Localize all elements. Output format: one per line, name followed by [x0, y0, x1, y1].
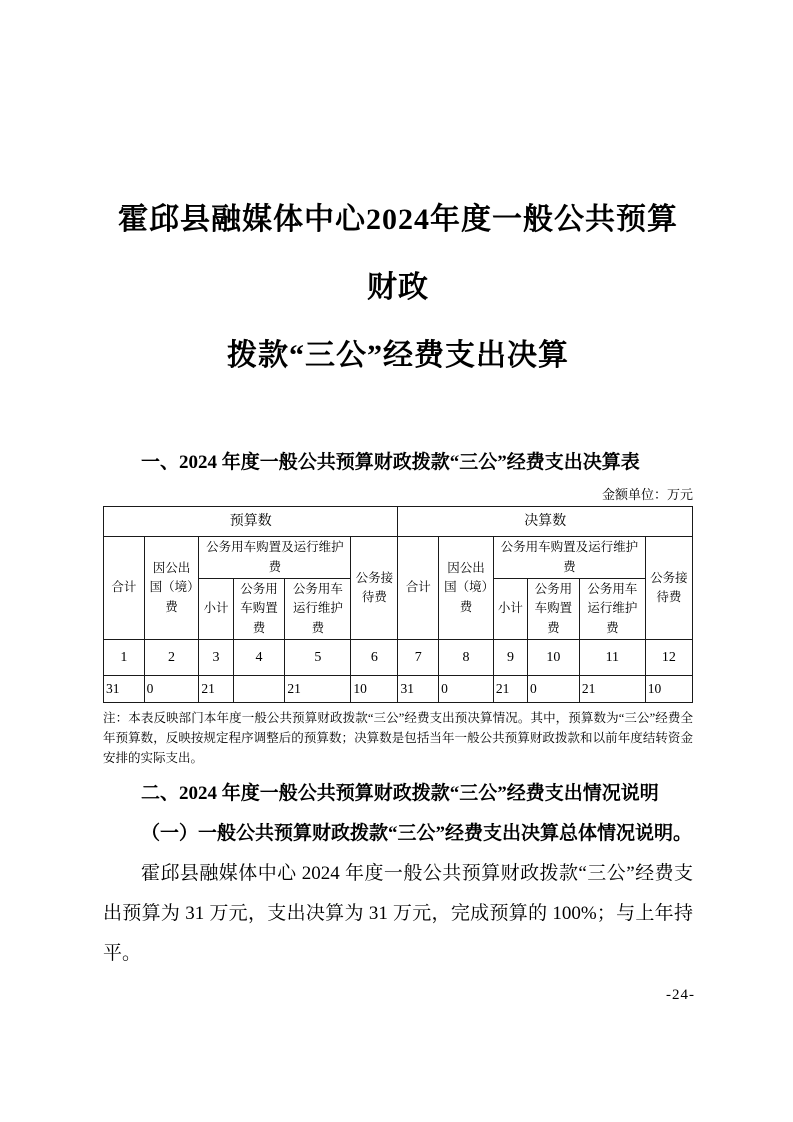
final-reception-header: 公务接待费 [645, 537, 692, 640]
amount-unit-label: 金额单位：万元 [601, 487, 693, 502]
column-number: 2 [144, 640, 199, 676]
budget-vehicle-group-header: 公务用车购置及运行维护费 [199, 537, 351, 579]
final-vehicle-subtotal-header: 小计 [493, 579, 527, 640]
section1-heading: 一、2024 年度一般公共预算财政拨款“三公”经费支出决算表 [141, 452, 640, 473]
final-total-header: 合计 [398, 537, 439, 640]
budget-reception-header: 公务接待费 [351, 537, 398, 640]
final-abroad-header: 因公出国（境）费 [439, 537, 494, 640]
column-number: 4 [233, 640, 285, 676]
budget-reception-value: 10 [351, 676, 398, 703]
table-data-row [104, 676, 693, 703]
final-vehicle-maintenance-value: 21 [579, 676, 645, 703]
final-vehicle-group-header: 公务用车购置及运行维护费 [493, 537, 645, 579]
final-vehicle-purchase-value: 0 [528, 676, 580, 703]
final-total-value: 31 [398, 676, 439, 703]
column-number: 5 [285, 640, 351, 676]
budget-vehicle-purchase-header: 公务用车购置费 [233, 579, 285, 640]
section2-paragraph: 霍邱县融媒体中心 2024 年度一般公共预算财政拨款“三公”经费支出预算为 31 万元，支出决算为 31 万元，完成预算的 100%；与上年持平。 [103, 863, 693, 965]
budget-vehicle-subtotal-header: 小计 [199, 579, 233, 640]
column-number: 7 [398, 640, 439, 676]
column-number: 10 [528, 640, 580, 676]
budget-vehicle-subtotal-value: 21 [199, 676, 233, 703]
final-abroad-value: 0 [439, 676, 494, 703]
final-reception-value: 10 [645, 676, 692, 703]
column-number: 9 [493, 640, 527, 676]
table-column-number-row [104, 640, 693, 676]
budget-abroad-value: 0 [144, 676, 199, 703]
budget-vehicle-purchase-value [233, 676, 285, 703]
budget-total-value: 31 [104, 676, 145, 703]
table-note: 注：本表反映部门本年度一般公共预算财政拨款“三公”经费支出预决算情况。其中，预算数为“三公”经费全年预算数，反映按规定程序调整后的预算数；决算数是包括当年一般公共预算财政拨款和以前年度结转资金安排的实际支出。 [103, 711, 693, 766]
section2-heading: 二、2024 年度一般公共预算财政拨款“三公”经费支出情况说明 [141, 783, 659, 805]
column-number: 6 [351, 640, 398, 676]
budget-total-header: 合计 [104, 537, 145, 640]
column-number: 8 [439, 640, 494, 676]
column-number: 11 [579, 640, 645, 676]
column-number: 3 [199, 640, 233, 676]
column-number: 1 [104, 640, 145, 676]
budget-vehicle-maintenance-value: 21 [285, 676, 351, 703]
column-number: 12 [645, 640, 692, 676]
document-title [103, 186, 693, 390]
budget-abroad-header: 因公出国（境）费 [144, 537, 199, 640]
section2-sub-heading: （一）一般公共预算财政拨款“三公”经费支出决算总体情况说明。 [141, 823, 693, 845]
budget-vehicle-maintenance-header: 公务用车运行维护费 [285, 579, 351, 640]
page-number: -24- [666, 987, 695, 1003]
final-group-header: 决算数 [398, 507, 693, 537]
final-vehicle-purchase-header: 公务用车购置费 [528, 579, 580, 640]
document-title-line1: 霍邱县融媒体中心2024年度一般公共预算财政 [118, 203, 678, 304]
budget-group-header: 预算数 [104, 507, 398, 537]
document-title-line2: 拨款“三公”经费支出决算 [227, 339, 569, 372]
final-vehicle-subtotal-value: 21 [493, 676, 527, 703]
table-subheader-row-1 [104, 537, 693, 579]
final-vehicle-maintenance-header: 公务用车运行维护费 [579, 579, 645, 640]
table-group-header-row [104, 507, 693, 537]
sangong-expense-table [103, 506, 693, 703]
